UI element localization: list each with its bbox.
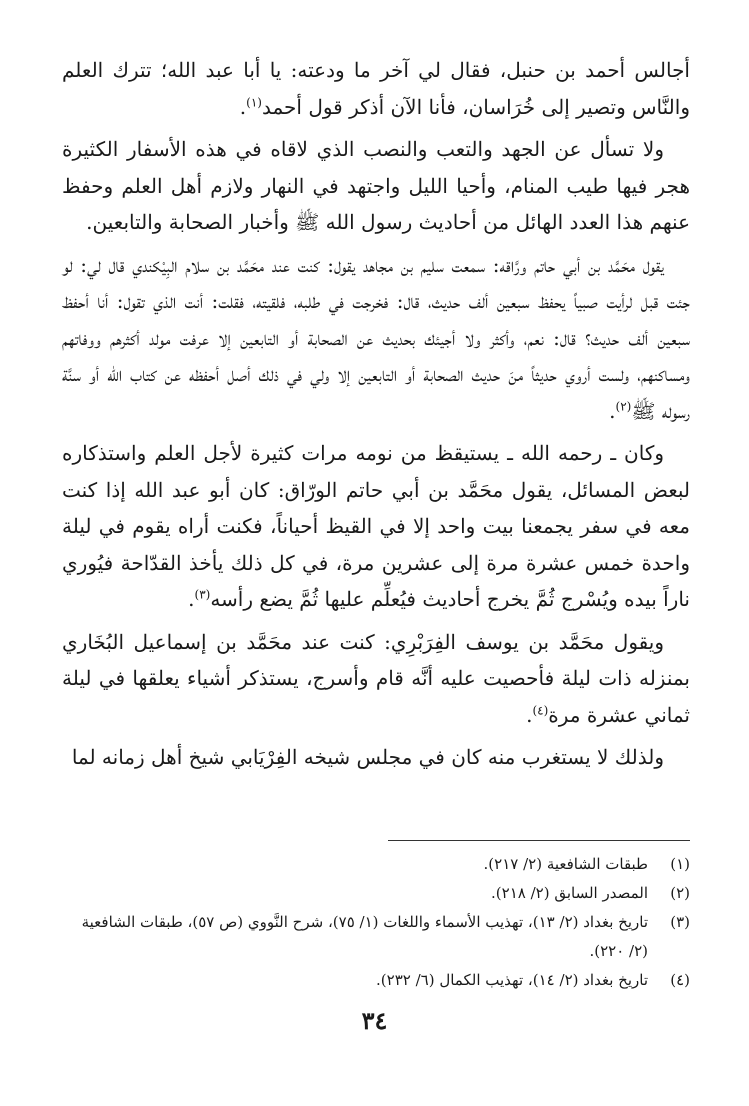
paragraph-text: أجالس أحمد بن حنبل، فقال لي آخر ما ودعته: يا أبا عبد الله؛ تترك العلم والنَّاس وتصير إلى خُرَاسان، فأنا الآن أذكر قول أحمد (62, 58, 690, 119)
paragraph (62, 247, 690, 430)
footnote-reference[interactable]: (١) (246, 94, 262, 109)
footnote-reference[interactable]: (٢) (615, 398, 632, 413)
footnote-text: المصدر السابق (٢/ ٢١٨). (491, 884, 648, 902)
paragraph-text: ولذلك لا يستغرب منه كان في مجلس شيخه الفِرْيَابي شيخ أهل زمانه لما (71, 745, 664, 769)
paragraph-tail: . (239, 94, 247, 119)
footnote (62, 879, 690, 908)
paragraph (62, 131, 690, 241)
footnote (62, 850, 690, 879)
footnote (62, 908, 690, 966)
paragraph-tail: . (609, 398, 616, 423)
paragraph-tail: . (188, 587, 195, 611)
paragraph (62, 52, 690, 125)
paragraph-text: ويقول محَمَّد بن يوسف الفِرَبْرِي: كنت عند محَمَّد بن إسماعيل البُخَاري بمنزله ذات ليلة فأحصيت عليه أنَّه قام وأسرج، يستذكر أشياء يعلقها في ليلة ثماني عشرة مرة (62, 629, 690, 727)
page-number: ٣٤ (361, 1006, 388, 1035)
footnote-text: طبقات الشافعية (٢/ ٢١٧). (483, 855, 648, 873)
paragraph (62, 739, 690, 776)
paragraph-tail: . (526, 702, 533, 727)
footnote-reference[interactable]: (٤) (532, 702, 549, 717)
footnote-separator (388, 840, 690, 841)
paragraph-text: ولا تسأل عن الجهد والتعب والنصب الذي لاقاه في هذه الأسفار الكثيرة هجر فيها طيب المنام، وأحيا الليل واجتهد في النهار ولازم أهل العلم وحفظ عنهم هذا العدد الهائل من أحاديث رسول الله ﷺ وأخبار الصحابة والتابعين. (62, 137, 690, 234)
footnote-number: (٢) (670, 884, 690, 902)
footnote-number: (١) (670, 855, 690, 873)
paragraph (62, 435, 690, 618)
footnote-number: (٣) (670, 913, 690, 931)
paragraph-text: وكان ـ رحمه الله ـ يستيقظ من نومه مرات كثيرة لأجل العلم واستذكاره لبعض المسائل، يقول محَمَّد بن أبي حاتم الورّاق: كان أبو عبد الله إذا كنت معه في سفر يجمعنا بيت واحد إلا في القيظ أحياناً، فكنت أراه يقوم في ليلة واحدة خمس عشرة مرة إلى عشرين مرة، في كل ذلك يأخذ القدّاحة فيُوري ناراً بيده ويُسْرج ثُمَّ يخرج أحاديث فيُعلِّم عليها ثُمَّ يضع رأسه (62, 441, 690, 611)
footnotes (62, 850, 690, 995)
footnote (62, 966, 690, 995)
footnote-text: تاريخ بغداد (٢/ ١٣)، تهذيب الأسماء واللغات (١/ ٧٥)، شرح النَّووي (ص ٥٧)، طبقات الشافعية (٢/ ٢٢٠). (81, 913, 648, 960)
paragraph (62, 624, 690, 734)
footnote-reference[interactable]: (٣) (194, 587, 211, 602)
footnote-text: تاريخ بغداد (٢/ ١٤)، تهذيب الكمال (٦/ ٢٣٢). (376, 971, 648, 989)
footnote-number: (٤) (670, 971, 690, 989)
paragraph-text: يقول محَمَّد بن أبي حاتم ورَّاقه: سمعت سليم بن مجاهد يقول: كنت عند محَمَّد بن سلام البِيْكندي قال لي: لو جئت قبل لرأيت صبياً يحفظ سبعين ألف حديث، قال: فخرجت في طلبه، فلقيته، فقلت: أنت الذي تقول: أنا أحفظ سبعين ألف حديث؟ قال: نعم، وأكثر ولا أجيئك بحديث عن الصحابة أو التابعين إلا عرفت مولد أكثرهم ووفاتهم ومساكنهم، ولست أروي حديثاً منَ حديث الصحابة أو التابعين إلا ولي في ذلك أصل أحفظه عن كتاب الله أو سنَّة رسوله ﷺ (62, 252, 690, 423)
main-text (62, 52, 690, 776)
